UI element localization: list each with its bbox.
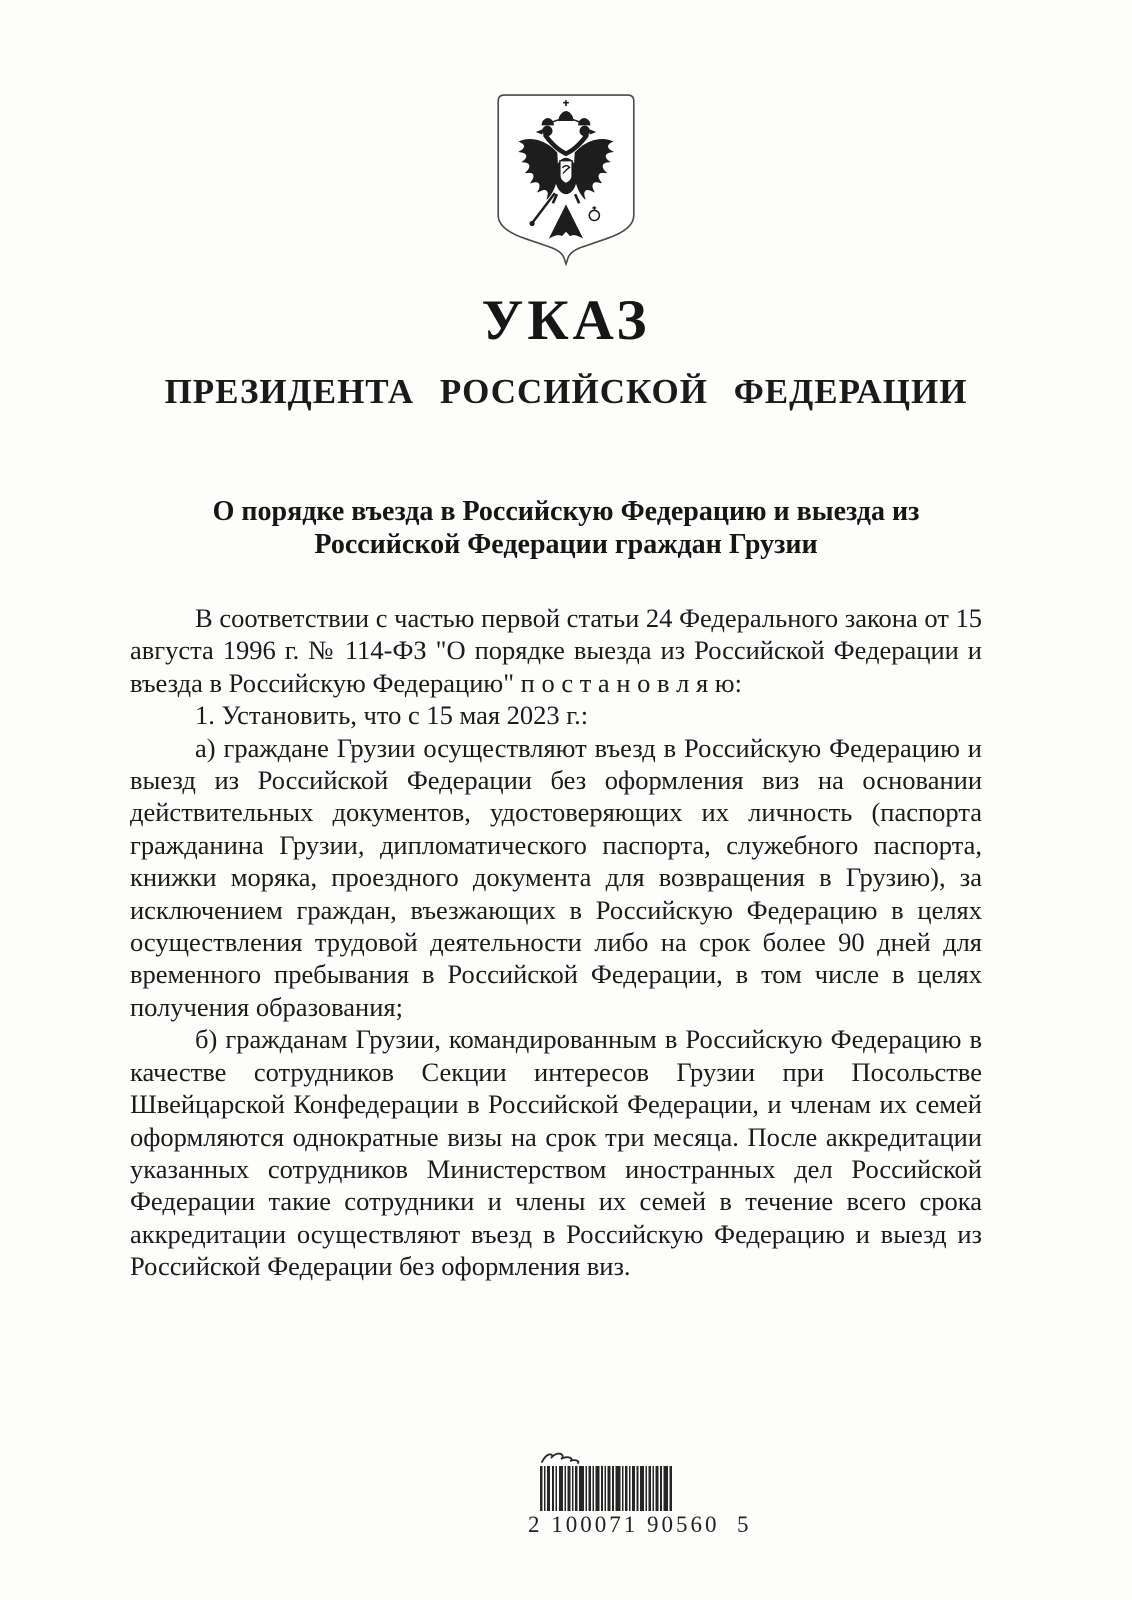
paragraph-preamble: В соответствии с частью первой статьи 24 Федерального закона от 15 августа 1996 г. № 114-ФЗ "О порядке выезда из Российской Федерации и въезда в Российскую Федерацию" п о с т а н о в л я ю: [130,603,982,698]
decree-body [130,602,982,1283]
paragraph-subitem-b: б) гражданам Грузии, командированным в Российскую Федерацию в качестве сотрудников Секции интересов Грузии при Посольстве Швейцарской Конфедерации в Российской Федерации, и членам их семей оформляются однократные визы на срок три месяца. После аккредитации указанных сотрудников Министерством иностранных дел Российской Федерации такие сотрудники и члены их семей в течение всего срока аккредитации осуществляют въезд в Российскую Федерацию и выезд из Российской Федерации без оформления виз. [130,1024,982,1282]
barcode-number: 2 100071 90560 5 [528,1512,752,1537]
barcode-block [528,1446,752,1538]
subject-line-2: Российской Федерации граждан Грузии [314,529,818,560]
barcode-icon [540,1466,673,1511]
pen-mark-icon [540,1446,584,1466]
decree-issuer: ПРЕЗИДЕНТА РОССИЙСКОЙ ФЕДЕРАЦИИ [164,372,968,411]
russian-coat-of-arms-icon [495,94,637,266]
paragraph-subitem-a: а) граждане Грузии осуществляют въезд в Российскую Федерацию и выезд из Российской Федерации без оформления виз на основании действительных документов, удостоверяющих их личность (паспорта гражданина Грузии, дипломатического паспорта, служебного паспорта, книжки моряка, проездного документа для возвращения в Грузию), за исключением граждан, въезжающих в Российскую Федерацию в целях осуществления трудовой деятельности либо на срок более 90 дней для временного пребывания в Российской Федерации, в том числе в целях получения образования; [130,732,982,1022]
paragraph-item-1: 1. Установить, что с 15 мая 2023 г.: [195,700,589,731]
subject-line-1: О порядке въезда в Российскую Федерацию и выезда из [212,496,920,527]
decree-subject [0,495,1132,561]
decree-title: УКАЗ [481,289,651,352]
